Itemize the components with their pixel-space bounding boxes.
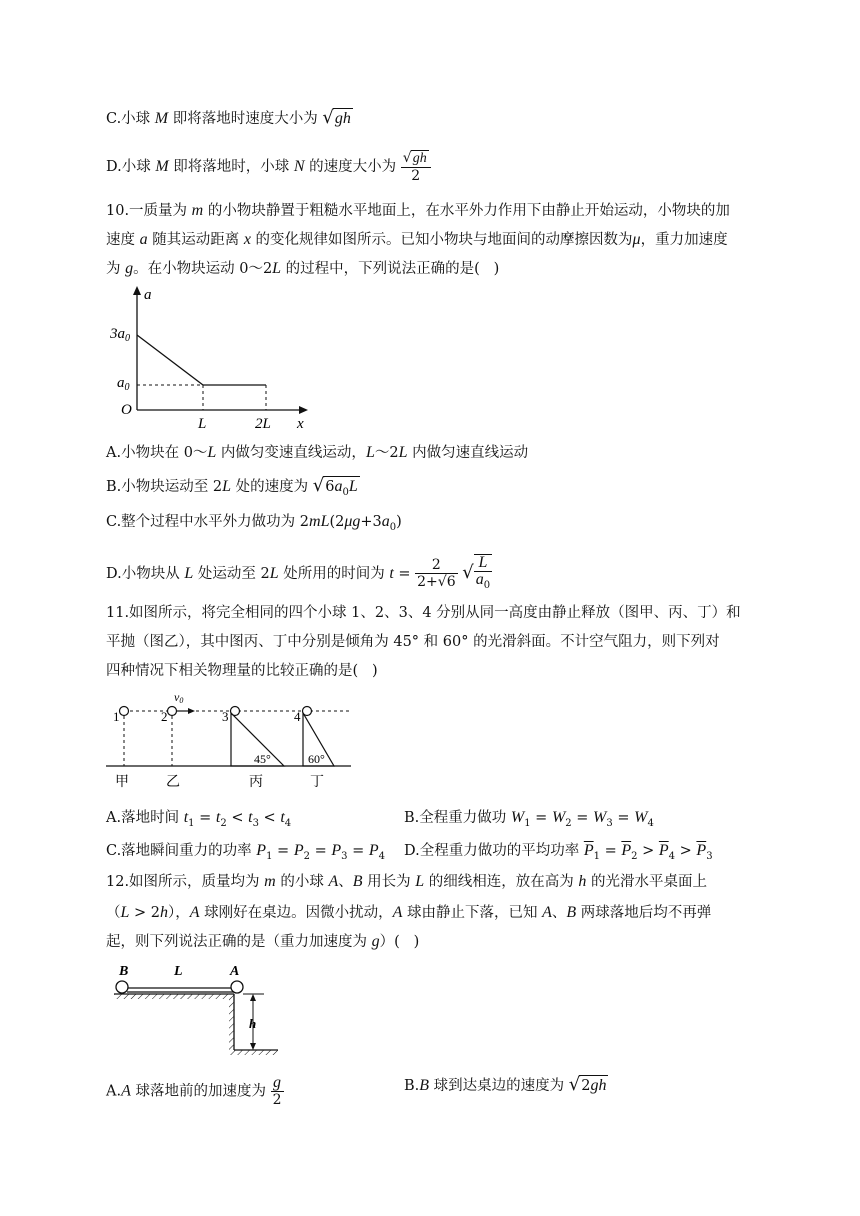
graph-tick-L: L xyxy=(198,416,207,432)
label-B: B xyxy=(119,964,129,979)
ball-label-1: 1 xyxy=(113,709,120,724)
graph-origin-label: O xyxy=(121,402,132,418)
q11-stem-line1: 11.如图所示，将完全相同的四个小球 1、2、3、4 分别从同一高度由静止释放（图甲、丙、丁）和 xyxy=(106,605,741,621)
graph-tick-a0: $a_0$ xyxy=(117,375,130,393)
ball-label-4: 4 xyxy=(294,709,301,724)
q12-option-b: B.B 球到达桌边的速度为 √2gh xyxy=(404,1074,607,1095)
q10-stem-line2: 速度 a 随其运动距离 x 的变化规律如图所示。已知小物块与地面间的动摩擦因数为μ，重力加速度 xyxy=(106,231,728,248)
label-yi: 乙 xyxy=(166,775,180,790)
ball-B xyxy=(116,981,128,993)
q10-option-b: B.小物块运动至 2L 处的速度为 $√6a_0L$ xyxy=(106,476,360,503)
q11-option-a: A.落地时间 $t_1 = t_2 < t_3 < t_4$ xyxy=(106,809,292,829)
label-bing: 丙 xyxy=(249,775,263,790)
q10-option-d: D.小物块从 L 处运动至 2L 处所用的时间为 t = $\frac{2}{2+√6}$ √ $\frac{L}{a_0}$ xyxy=(106,554,492,594)
label-ding: 丁 xyxy=(310,775,324,790)
ball-label-2: 2 xyxy=(161,709,168,724)
q9-option-d: D.小球 M 即将落地时，小球 N 的速度大小为 $\frac{√gh}{2}$ xyxy=(106,150,431,184)
graph-tick-3a0: $3a_0$ xyxy=(110,326,130,344)
ball-2 xyxy=(168,707,177,716)
label-L: L xyxy=(174,964,183,979)
q11-stem-line3: 四种情况下相关物理量的比较正确的是( ) xyxy=(106,663,378,679)
label-jia: 甲 xyxy=(115,775,129,790)
q12-stem-line1: 12.如图所示，质量均为 m 的小球 A、B 用长为 L 的细线相连，放在高为 h 的光滑水平桌面上 xyxy=(106,873,707,890)
q12-figure xyxy=(106,960,286,1060)
label-h: h xyxy=(249,1016,257,1031)
graph-y-axis-label: a xyxy=(144,287,152,303)
ball-A xyxy=(231,981,243,993)
q9-option-c: C.小球 M 即将落地时速度大小为 √gh xyxy=(106,107,351,128)
q12-stem-line2: （L > 2h），A 球刚好在桌边。因微小扰动，A 球由静止下落，已知 A、B 两球落地后均不再弹 xyxy=(106,904,712,921)
ball-label-3: 3 xyxy=(222,709,229,724)
q12-option-a: A.A 球落地前的加速度为 $\frac{g}{2}$ xyxy=(106,1074,282,1108)
q10-option-a: A.小物块在 0～L 内做匀变速直线运动，L～2L 内做匀速直线运动 xyxy=(106,444,529,461)
ball-1 xyxy=(120,707,129,716)
q11-option-d: D.全程重力做功的平均功率 $\overline{P}_1 = \overline{P}_2 > \overline{P}_4 > \overline{P}_3$ xyxy=(404,842,713,862)
q10-a-x-graph xyxy=(106,286,316,436)
q10-stem-line1: 10.一质量为 m 的小物块静置于粗糙水平地面上，在水平外力作用下由静止开始运动，小物块的加 xyxy=(106,202,730,219)
q11-option-c: C.落地瞬间重力的功率 $P_1 = P_2 = P_3 = P_4$ xyxy=(106,842,386,862)
v0-label: v0 xyxy=(174,690,184,705)
graph-tick-2L: 2L xyxy=(255,416,271,432)
q10-option-c: C.整个过程中水平外力做功为 $2mL(2\mu g+3a_0)$ xyxy=(106,513,402,533)
q11-stem-line2: 平抛（图乙），其中图丙、丁中分别是倾角为 45° 和 60° 的光滑斜面。不计空气阻力，则下列对 xyxy=(106,634,720,650)
q11-option-b: B.全程重力做功 $W_1 = W_2 = W_3 = W_4$ xyxy=(404,809,654,829)
label-A: A xyxy=(230,964,240,979)
q11-figure xyxy=(106,686,356,796)
angle-60: 60° xyxy=(308,752,325,766)
angle-45: 45° xyxy=(254,752,271,766)
q12-stem-line3: 起，则下列说法正确的是（重力加速度为 g）( ) xyxy=(106,933,420,950)
graph-x-axis-label: x xyxy=(297,416,304,432)
q10-stem-line3: 为 g。在小物块运动 0～2L 的过程中，下列说法正确的是( ) xyxy=(106,260,500,277)
